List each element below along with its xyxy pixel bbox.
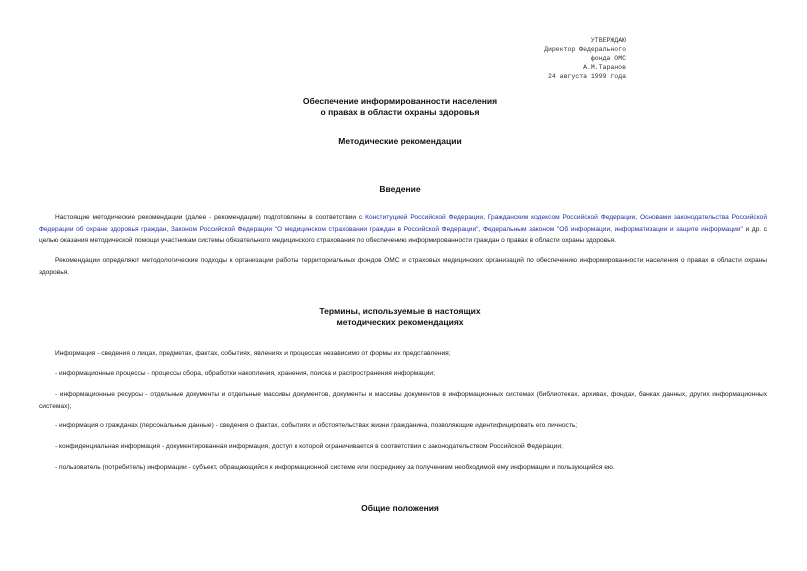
terms-heading-line1: Термины, используемые в настоящих: [319, 306, 481, 316]
intro-sep-4: ,: [478, 225, 483, 233]
term-confidential-information: - конфиденциальная информация - документированная информация, доступ к которой ограничивается в соответствии с законодательством Российской Федерации;: [55, 443, 563, 450]
link-information-law[interactable]: Федеральным законом "Об информации, информатизации и защите информации": [482, 225, 743, 233]
link-constitution[interactable]: Конституцией Российской Федерации: [365, 214, 484, 221]
term-information: Информация - сведения о лицах, предметах, фактах, событиях, явлениях и процессах независимо от формы их представления;: [55, 350, 451, 357]
intro-text-end: и др. с целью оказания методической помощи участникам системы обязательного медицинского страхования по обеспечению информированности граждан о правах в области охраны здоровья.: [39, 225, 768, 244]
terms-heading-line2: методических рекомендациях: [336, 317, 464, 327]
term-information-resources: - информационные ресурсы - отдельные документы и отдельные массивы документов, документы и массивы документов в информационных системах (библиотеках, архивах, фондах, банках данных, других информационных системах);: [39, 391, 767, 410]
link-medical-insurance-law[interactable]: Законом Российской Федерации "О медицинском страховании граждан в Российской Федерации": [170, 225, 479, 233]
general-provisions-heading: Общие положения: [361, 503, 439, 513]
intro-sep-1: ,: [483, 214, 488, 221]
approval-date: 24 августа 1999 года: [547, 73, 626, 80]
document-title-line2: о правах в области охраны здоровья: [320, 107, 480, 117]
intro-paragraph-2: Рекомендации определяют методологические подходы к организации работы территориальных фондов ОМС и страховых медицинских организаций по обеспечению информированности населения о правах в области охраны здоровья.: [39, 257, 767, 276]
intro-paragraph-1: [39, 212, 767, 247]
term-personal-data: - информация о гражданах (персональные данные) - сведения о фактах, событиях и обстоятельствах жизни гражданина, позволяющие идентифицировать его личность;: [55, 422, 578, 429]
link-civil-code[interactable]: Гражданским кодексом Российской Федерации: [487, 214, 636, 221]
approval-organization: фонда ОМС: [590, 55, 626, 62]
intro-sep-2: ,: [635, 214, 640, 221]
approval-word: УТВЕРЖДАЮ: [590, 37, 626, 44]
terms-heading: [190, 306, 610, 328]
document-title-line1: Обеспечение информированности населения: [302, 96, 498, 106]
approval-stamp: [480, 36, 626, 81]
document-subtitle: Методические рекомендации: [338, 136, 462, 146]
term-information-user: - пользователь (потребитель) информации - субъект, обращающийся к информационной системе или посреднику за получением необходимой ему информации и пользующийся ею.: [55, 464, 615, 471]
intro-text-1: Настоящие методические рекомендации (далее - рекомендации) подготовлены в соответствии с: [55, 214, 366, 221]
intro-heading: Введение: [379, 184, 421, 194]
approval-position: Директор Федерального: [544, 46, 626, 53]
document-title: [190, 96, 610, 118]
term-information-processes: - информационные процессы - процессы сбора, обработки накопления, хранения, поиска и распространения информации;: [55, 370, 435, 377]
intro-sep-3: ,: [166, 225, 171, 233]
approval-name: А.М.Таранов: [583, 64, 626, 71]
link-health-law-basics[interactable]: Основами законодательства Российской Федерации об охране здоровья граждан: [39, 214, 768, 233]
